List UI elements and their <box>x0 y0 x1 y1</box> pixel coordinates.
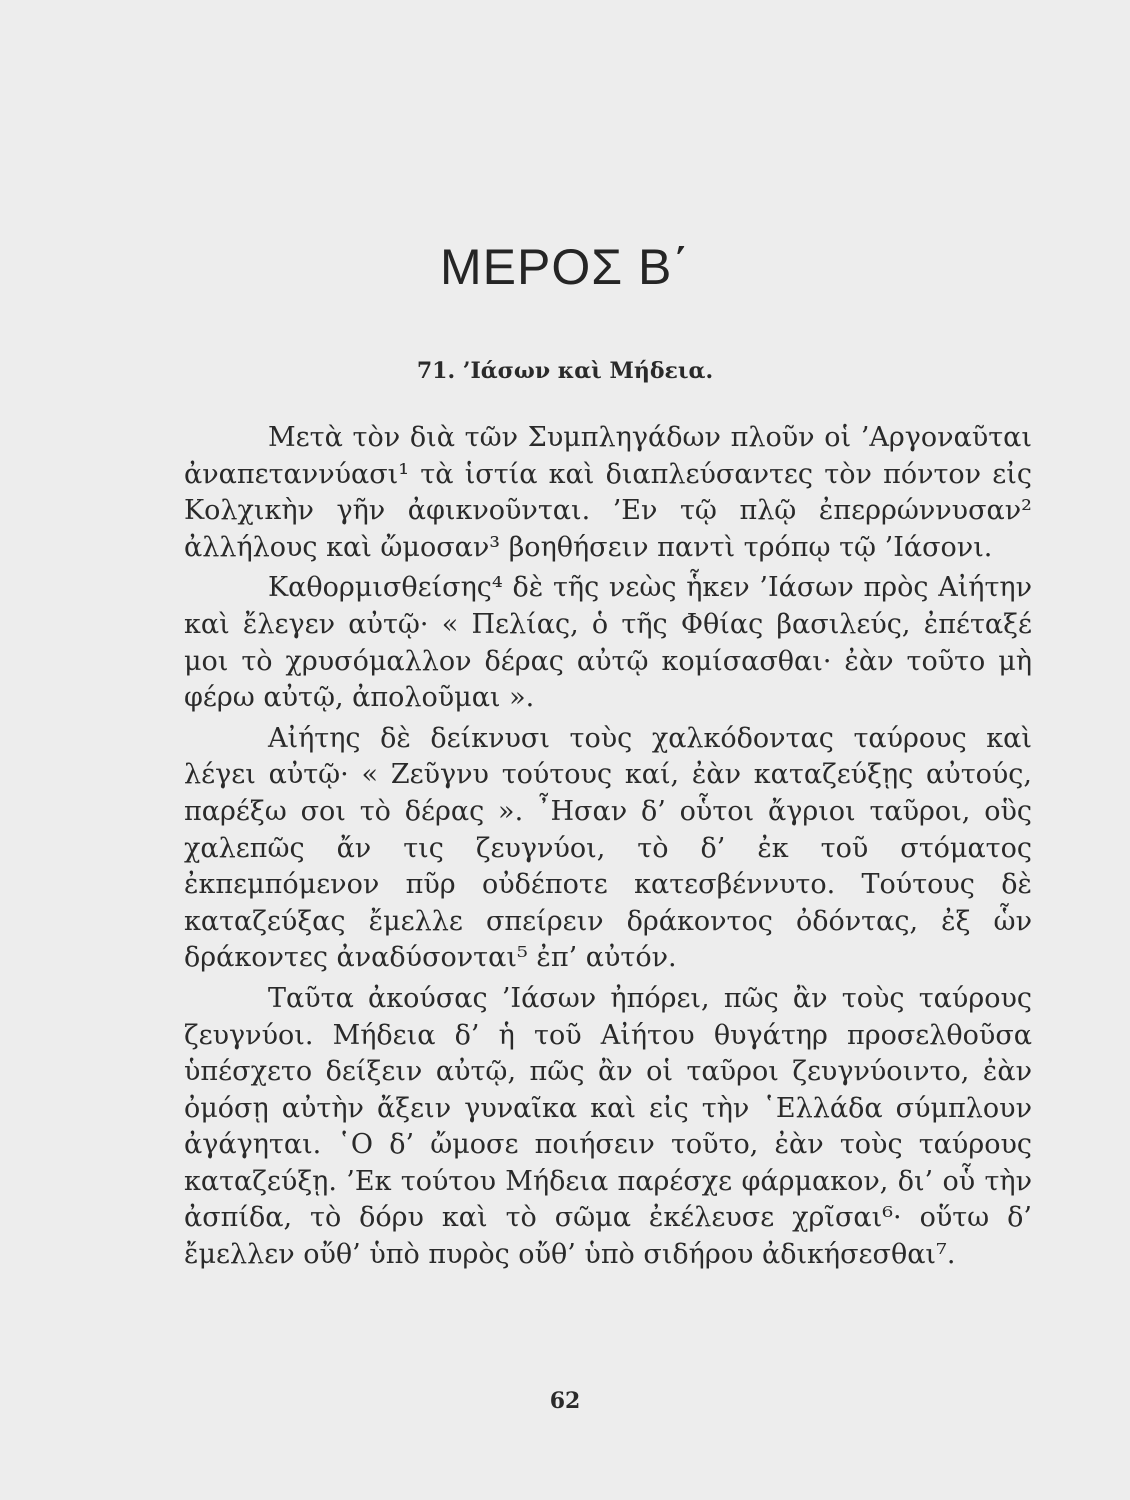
part-title: ΜΕΡΟΣ Β΄ <box>439 239 691 295</box>
paragraph-4: Ταῦτα ἀκούσας ’Ιάσων ἠπόρει, πῶς ἂν τοὺς ταύρους ζευγνύοι. Μήδεια δ’ ἡ τοῦ Αἰήτου θυγάτηρ προσελθοῦσα ὑπέσχετο δείξειν αὐτῷ, πῶς ἂν οἱ ταῦροι ζευγνύοιντο, ἐὰν ὀμόσῃ αὐτὴν ἄξειν γυναῖκα καὶ εἰς τὴν ῾Ελλάδα σύμπλουν ἀγάγηται. ῾Ο δ’ ὤμοσε ποιήσειν τοῦτο, ἐὰν τοὺς ταύρους καταζεύξῃ. ’Εκ τούτου Μήδεια παρέσχε φάρμακον, δι’ οὗ τὴν ἀσπίδα, τὸ δόρυ καὶ τὸ σῶμα ἐκέλευσε χρῖσαι⁶· οὕτω δ’ ἔμελλεν οὔθ’ ὑπὸ πυρὸς οὔθ’ ὑπὸ σιδήρου ἀδικήσεσθαι⁷. <box>184 982 1032 1271</box>
paragraph-2: Καθορμισθείσης⁴ δὲ τῆς νεὼς ἧκεν ’Ιάσων πρὸς Αἰήτην καὶ ἔλεγεν αὐτῷ· « Πελίας, ὁ τῆς Φθίας βασιλεύς, ἐπέταξέ μοι τὸ χρυσόμαλλον δέρας αὐτῷ κομίσασθαι· ἐὰν τοῦτο μὴ φέρω αὐτῷ, ἀπολοῦμαι ». <box>184 572 1032 714</box>
page-number: 62 <box>549 1388 581 1414</box>
section-heading: 71. ’Ιάσων καὶ Μήδεια. <box>416 358 714 384</box>
paragraph-1: Μετὰ τὸν διὰ τῶν Συμπληγάδων πλοῦν οἱ ’Αργοναῦται ἀναπεταννύασι¹ τὰ ἱστία καὶ διαπλεύσαντες τὸν πόντον εἰς Κολχικὴν γῆν ἀφικνοῦνται. ’Εν τῷ πλῷ ἐπερρώννυσαν² ἀλλήλους καὶ ὤμοσαν³ βοηθήσειν παντὶ τρόπῳ τῷ ’Ιάσονι. <box>184 422 1032 563</box>
body-text <box>184 420 1032 1278</box>
paragraph-3: Αἰήτης δὲ δείκνυσι τοὺς χαλκόδοντας ταύρους καὶ λέγει αὐτῷ· « Ζεῦγνυ τούτους καί, ἐὰν καταζεύξῃς αὐτούς, παρέξω σοι τὸ δέρας ». ῏Ησαν δ’ οὗτοι ἄγριοι ταῦροι, οὓς χαλεπῶς ἄν τις ζευγνύοι, τὸ δ’ ἐκ τοῦ στόματος ἐκπεμπόμενον πῦρ οὐδέποτε κατεσβέννυτο. Τούτους δὲ καταζεύξας ἔμελλε σπείρειν δράκοντος ὀδόντας, ἐξ ὧν δράκοντες ἀναδύσονται⁵ ἐπ’ αὐτόν. <box>184 722 1032 974</box>
